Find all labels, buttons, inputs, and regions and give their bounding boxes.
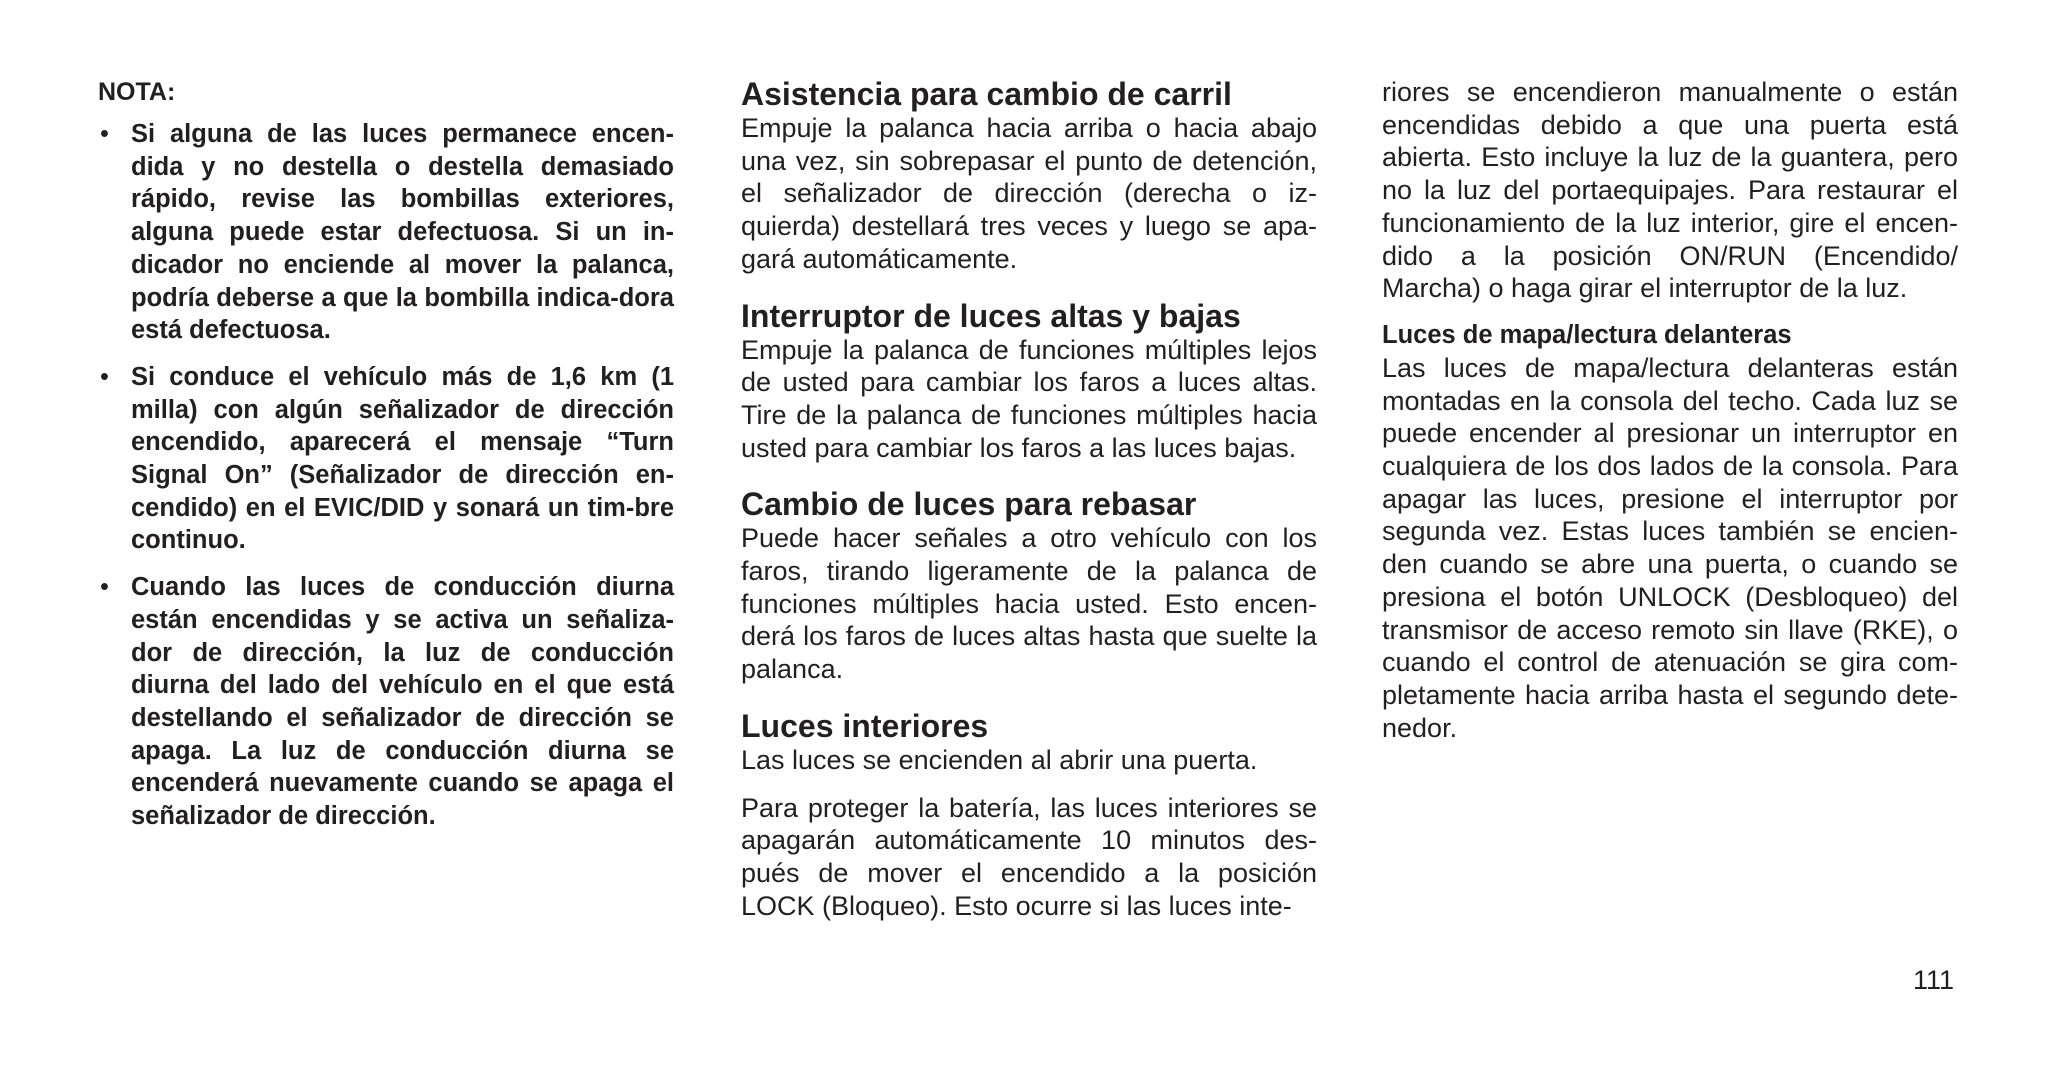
- bullet-icon: •: [100, 362, 109, 391]
- section-body: Las luces se encienden al abrir una puerta.: [741, 744, 1258, 775]
- note-bullet-item: [98, 361, 674, 557]
- section-heading: Asistencia para cambio de carril: [741, 76, 1232, 112]
- section-body: Para proteger la batería, las luces interiores se apagarán automáticamente 10 minutos des-pués de mover el encendido a la posición LOCK (Bloqueo). Esto ocurre si las luces inte-: [741, 792, 1317, 921]
- continued-paragraph: riores se encendieron manualmente o están encendidas debido a que una puerta está abierta. Esto incluye la luz de la guantera, pero no la luz del portaequipajes. Para restaurar el funcionamiento de la luz interior, gire el encen-dido a la posición ON/RUN (Encendido/ Marcha) o haga girar el interruptor de la luz.: [1382, 77, 1958, 304]
- section-heading: Interruptor de luces altas y bajas: [741, 297, 1241, 334]
- interior-lights-section: [741, 708, 1317, 923]
- flash-to-pass-section: [741, 486, 1317, 686]
- note-bullet-text: Si conduce el vehículo más de 1,6 km (1 milla) con algún señalizador de dirección encendido, aparecerá el mensaje “Turn Signal On” (Señalizador de dirección en-cendido) en el EVIC/DID y sonará un tim-bre continuo.: [131, 362, 674, 555]
- section-body: Empuje la palanca de funciones múltiples lejos de usted para cambiar los faros a luces altas. Tire de la palanca de funciones múltiples hacia usted para cambiar los faros a las luces bajas.: [741, 334, 1317, 463]
- section-body: Puede hacer señales a otro vehículo con los faros, tirando ligeramente de la palanca de funciones múltiples hacia usted. Esto encen-derá los faros de luces altas hasta que suelte la palanca.: [741, 523, 1317, 685]
- section-heading: Cambio de luces para rebasar: [741, 486, 1197, 523]
- map-lights-heading: Luces de mapa/lectura delanteras: [1382, 320, 1792, 349]
- bullet-icon: •: [100, 573, 109, 602]
- page-number: 111: [1912, 965, 1954, 995]
- high-low-beam-section: [741, 298, 1317, 465]
- note-label: NOTA:: [98, 78, 176, 106]
- map-lights-body: Las luces de mapa/lectura delanteras están montadas en la consola del techo. Cada luz se puede encender al presionar un interruptor en cualquiera de los dos lados de la consola. Para apagar las luces, presione el interruptor por segunda vez. Estas luces también se encien-den cuando se abre una puerta, o cuando se presiona el botón UNLOCK (Desbloqueo) del transmisor de acceso remoto sin llave (RKE), o cuando el control de atenuación se gira com-pletamente hacia arriba hasta el segundo dete-nedor.: [1382, 352, 1958, 743]
- lane-change-section: [741, 76, 1317, 276]
- note-bullet-list: [98, 118, 674, 833]
- bullet-icon: •: [100, 120, 109, 148]
- section-body: Empuje la palanca hacia arriba o hacia abajo una vez, sin sobrepasar el punto de detención, el señalizador de dirección (derecha o iz-quierda) destellará tres veces y luego se apa-gará automáticamente.: [741, 113, 1317, 274]
- section-heading: Luces interiores: [741, 707, 989, 744]
- left-column: [98, 76, 674, 847]
- right-column: [1382, 76, 1958, 744]
- note-bullet-text: Cuando las luces de conducción diurna están encendidas y se activa un señaliza-dor de dirección, la luz de conducción diurna del lado del vehículo en el que está destellando el señalizador de dirección se apaga. La luz de conducción diurna se encenderá nuevamente cuando se apaga el señalizador de dirección.: [131, 573, 674, 831]
- note-bullet-text: Si alguna de las luces permanece encen-dida y no destella o destella demasiado rápido, revise las bombillas exteriores, alguna puede estar defectuosa. Si un in-dicador no enciende al mover la palanca, podría deberse a que la bombilla indica-dora está defectuosa.: [131, 120, 674, 345]
- middle-column: [741, 76, 1317, 944]
- note-bullet-item: [98, 118, 674, 347]
- note-bullet-item: [98, 571, 674, 833]
